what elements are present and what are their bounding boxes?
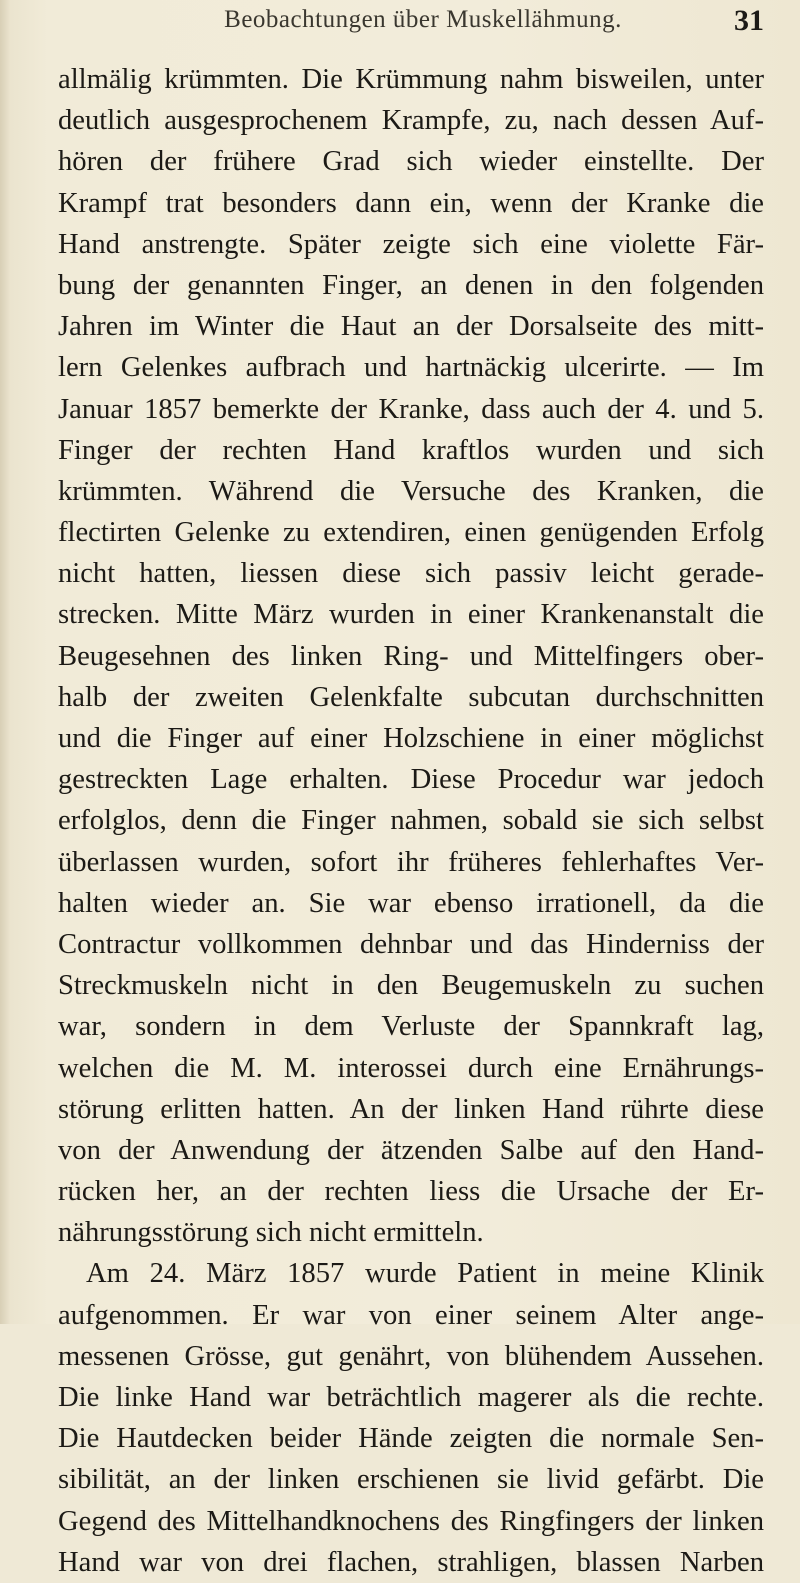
running-head: Beobachtungen über Muskellähmung. (224, 6, 622, 33)
text-line: strecken. Mitte März wurden in einer Krankenanstalt die (58, 599, 764, 631)
text-line: nährungsstörung sich nicht ermitteln. (58, 1217, 484, 1249)
text-line: Januar 1857 bemerkte der Kranke, dass auch der 4. und 5. (58, 393, 764, 425)
text-line: Streckmuskeln nicht in den Beugemuskeln zu suchen (58, 970, 764, 1002)
text-line: Hand anstrengte. Später zeigte sich eine violette Fär- (58, 228, 764, 260)
page-header (82, 4, 764, 44)
page-number: 31 (734, 4, 764, 37)
body-text (58, 59, 764, 1583)
text-line: überlassen wurden, sofort ihr früheres fehlerhaftes Ver- (58, 846, 764, 878)
text-line: halten wieder an. Sie war ebenso irrationell, da die (58, 887, 764, 919)
text-line: Gegend des Mittelhandknochens des Ringfingers der linken (58, 1505, 764, 1537)
text-line: aufgenommen. Er war von einer seinem Alter ange- (58, 1299, 764, 1331)
text-line: von der Anwendung der ätzenden Salbe auf den Hand- (58, 1134, 764, 1166)
text-line: Hand war von drei flachen, strahligen, blassen Narben (58, 1546, 764, 1578)
text-line: Die Hautdecken beider Hände zeigten die normale Sen- (58, 1423, 764, 1455)
text-line: erfolglos, denn die Finger nahmen, sobald sie sich selbst (58, 805, 764, 837)
text-line: deutlich ausgesprochenem Krampfe, zu, nach dessen Auf- (58, 105, 764, 137)
text-line: war, sondern in dem Verluste der Spannkraft lag, (58, 1011, 764, 1043)
text-line: Jahren im Winter die Haut an der Dorsalseite des mitt- (58, 311, 764, 343)
text-line: sibilität, an der linken erschienen sie livid gefärbt. Die (58, 1464, 764, 1496)
page-gutter-shadow (0, 0, 10, 1324)
text-line: messenen Grösse, gut genährt, von blühendem Aussehen. (58, 1340, 764, 1372)
text-line: Krampf trat besonders dann ein, wenn der Kranke die (58, 187, 764, 219)
text-line: Am 24. März 1857 wurde Patient in meine Klinik (86, 1258, 764, 1290)
text-line: nicht hatten, liessen diese sich passiv leicht gerade- (58, 558, 764, 590)
text-line: Contractur vollkommen dehnbar und das Hinderniss der (58, 928, 764, 960)
text-line: und die Finger auf einer Holzschiene in einer möglichst (58, 723, 764, 754)
text-line: gestreckten Lage erhalten. Diese Procedur war jedoch (58, 764, 764, 796)
text-line: allmälig krümmten. Die Krümmung nahm bisweilen, unter (58, 64, 764, 95)
text-line: Die linke Hand war beträchtlich magerer als die rechte. (58, 1382, 764, 1413)
text-line: Beugesehnen des linken Ring- und Mittelfingers ober- (58, 640, 764, 672)
text-line: rücken her, an der rechten liess die Ursache der Er- (58, 1176, 764, 1208)
text-line: hören der frühere Grad sich wieder einstellte. Der (58, 146, 764, 178)
text-line: halb der zweiten Gelenkfalte subcutan durchschnitten (58, 681, 764, 713)
text-line: lern Gelenkes aufbrach und hartnäckig ulcerirte. — Im (58, 352, 764, 384)
text-line: störung erlitten hatten. An der linken Hand rührte diese (58, 1093, 764, 1125)
text-line: welchen die M. M. interossei durch eine Ernährungs- (58, 1052, 764, 1084)
text-line: krümmten. Während die Versuche des Kranken, die (58, 475, 764, 507)
text-line: flectirten Gelenke zu extendiren, einen genügenden Erfolg (58, 517, 764, 549)
text-line: bung der genannten Finger, an denen in den folgenden (58, 269, 764, 301)
text-line: Finger der rechten Hand kraftlos wurden und sich (58, 434, 764, 466)
